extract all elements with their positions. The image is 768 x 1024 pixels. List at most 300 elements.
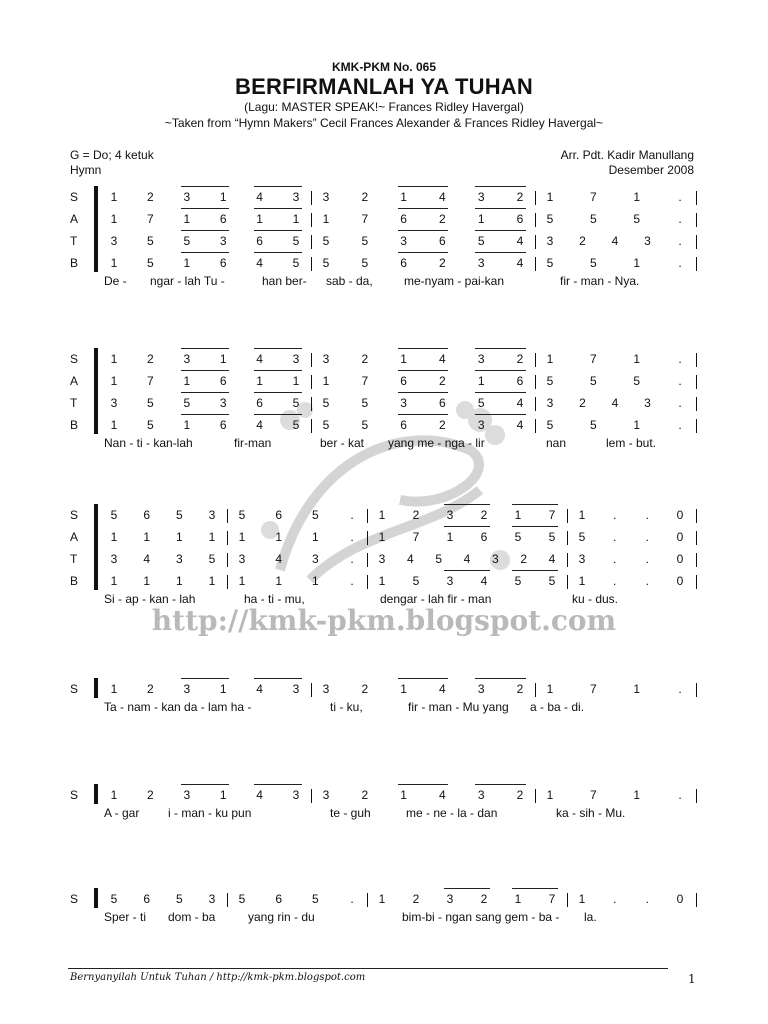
note: 1 [183,212,191,226]
lyric-syllables: fir-man [234,436,272,450]
beam-line [181,230,229,231]
note: . [612,574,617,588]
note: 4 [256,788,263,802]
beam-line [398,348,449,349]
note: 5 [546,374,554,388]
end-bar-line [696,235,697,249]
note: 4 [143,552,150,566]
note: 6 [400,418,407,432]
song-title: BERFIRMANLAH YA TUHAN [235,74,533,99]
note: 5 [292,418,300,432]
note: 1 [208,574,216,588]
note: 3 [477,788,485,802]
note: 3 [183,788,191,802]
bar-line [535,375,536,389]
note: 1 [633,256,640,270]
note: 4 [275,552,282,566]
beam-line [181,186,229,187]
note: 1 [183,256,191,270]
beam-line [181,370,229,371]
note: 4 [256,682,263,696]
note: 1 [238,530,246,544]
note: 2 [412,892,420,906]
voice-label: A [70,374,79,388]
note: 3 [175,552,183,566]
note: 1 [633,418,640,432]
note: . [678,374,682,388]
note: 5 [633,374,640,388]
note: . [645,574,649,588]
note: 3 [322,190,330,204]
bar-line [227,575,228,589]
note: 5 [183,396,191,410]
note: 6 [516,212,524,226]
note: 0 [676,574,684,588]
note: 3 [219,234,227,248]
bar-line [311,397,312,411]
note: . [645,892,649,906]
note: 3 [491,552,499,566]
note: 3 [322,352,330,366]
note: 5 [292,256,300,270]
note: 5 [546,418,554,432]
note: 1 [546,190,554,204]
note: 6 [219,256,227,270]
note: 3 [477,682,485,696]
source-credit: ~Taken from “Hymn Makers” Cecil Frances Alexander & Frances Ridley Havergal~ [164,116,604,130]
voice-row-s [0,508,768,530]
note: 5 [548,574,556,588]
beam-line [254,208,302,209]
lyric-syllables: lem - but. [606,436,657,450]
note: 5 [514,530,522,544]
note: 6 [400,212,407,226]
note: 7 [147,374,154,388]
note: 6 [256,396,263,410]
beam-line [398,186,449,187]
note: 5 [292,396,300,410]
note: 3 [322,788,330,802]
bar-line [311,235,312,249]
note: 4 [256,352,263,366]
end-bar-line [696,397,697,411]
end-bar-line [696,191,697,205]
voice-label: A [70,212,79,226]
bar-line [311,213,312,227]
bar-line [535,397,536,411]
note: 2 [147,682,154,696]
note: 4 [516,396,524,410]
note: 4 [439,682,446,696]
voice-label: S [70,788,79,802]
note: 5 [147,418,154,432]
note: 5 [514,574,522,588]
note: . [645,530,649,544]
note: 3 [292,352,300,366]
lyric-syllables: yang me - nga - lir [388,436,485,450]
note: 3 [477,352,485,366]
note: 1 [477,374,485,388]
lyric-syllables: dom - ba [168,910,216,924]
note: 1 [275,574,282,588]
note: 6 [439,396,446,410]
note: 7 [589,682,597,696]
beam-line [254,784,302,785]
key-signature: G = Do; 4 ketuk [70,148,154,162]
beam-line [475,230,526,231]
note: 1 [110,256,118,270]
beam-line [475,370,526,371]
lyric-syllables: ha - ti - mu, [244,592,305,606]
note: 4 [548,552,556,566]
note: 2 [480,508,488,522]
note: 5 [208,552,216,566]
beam-line [181,208,229,209]
note: 0 [676,892,684,906]
note: 3 [183,682,191,696]
lyric-syllables: dengar - lah fir - man [380,592,492,606]
note: 5 [361,396,369,410]
bar-line [535,789,536,803]
note: 2 [361,190,369,204]
note: 1 [183,418,191,432]
voice-label: S [70,352,79,366]
note: 2 [579,396,586,410]
footer-rule [68,968,668,969]
bar-line [311,683,312,697]
lyric-syllables: De - [104,274,127,288]
note: 1 [322,212,330,226]
note: 1 [175,574,183,588]
note: 6 [219,418,227,432]
note: 3 [546,396,554,410]
note: 1 [219,682,227,696]
note: . [678,682,682,696]
page-number: 1 [688,972,696,986]
note: 5 [546,256,554,270]
beam-line [398,252,449,253]
lyric-syllables: yang rin - du [248,910,315,924]
beam-line [444,570,490,571]
note: 4 [439,352,446,366]
note: 5 [546,212,554,226]
voice-row-a [0,530,768,552]
note: 4 [406,552,414,566]
note: . [350,508,354,522]
lyric-syllables: i - man - ku pun [168,806,252,820]
note: 1 [110,574,118,588]
note: 1 [378,574,386,588]
note: . [612,530,617,544]
note: 5 [110,508,118,522]
bar-line [311,789,312,803]
bar-line [567,553,568,567]
note: 1 [110,530,118,544]
note: 1 [400,682,407,696]
beam-line [181,414,229,415]
lyric-syllables: me-nyam - pai-kan [404,274,505,288]
voice-row-s [0,352,768,374]
voice-row-a [0,374,768,396]
note: 3 [446,892,454,906]
lyric-syllables: han ber- [262,274,307,288]
bar-line [567,575,568,589]
note: . [350,574,354,588]
note: 3 [292,682,300,696]
note: 6 [219,374,227,388]
beam-line [512,504,558,505]
note: 1 [275,530,282,544]
note: 3 [292,190,300,204]
beam-line [398,208,449,209]
note: 7 [361,212,369,226]
note: 6 [256,234,263,248]
note: 4 [480,574,488,588]
note: 2 [480,892,488,906]
lyric-syllables: ber - kat [320,436,365,450]
note: 1 [110,190,118,204]
beam-line [512,888,558,889]
note: 1 [292,212,300,226]
note: 4 [439,788,446,802]
end-bar-line [696,531,697,545]
note: 5 [292,234,300,248]
bar-line [311,353,312,367]
voice-label: B [70,418,79,432]
note: . [612,892,617,906]
beam-line [254,392,302,393]
end-bar-line [696,353,697,367]
note: 4 [611,234,619,248]
beam-line [444,504,490,505]
note: 5 [548,530,556,544]
bar-line [535,419,536,433]
end-bar-line [696,553,697,567]
note: 5 [147,234,154,248]
bar-line [311,191,312,205]
beam-line [181,392,229,393]
note: 4 [256,190,263,204]
voice-label: S [70,190,79,204]
beam-line [181,252,229,253]
beam-line [475,414,526,415]
note: 6 [143,508,150,522]
note: 1 [446,530,454,544]
note: 3 [110,552,118,566]
end-bar-line [696,893,697,907]
note: . [645,552,649,566]
note: 3 [446,508,454,522]
lyric-syllables: Sper - ti [104,910,147,924]
note: 6 [439,234,446,248]
note: 3 [208,508,216,522]
note: 4 [256,418,263,432]
note: 5 [361,234,369,248]
note: 5 [183,234,191,248]
note: 1 [546,788,554,802]
beam-line [398,230,449,231]
note: 1 [400,190,407,204]
voice-row-t [0,396,768,418]
note: 4 [516,256,524,270]
note: 4 [611,396,619,410]
note: . [350,530,354,544]
note: 4 [439,190,446,204]
note: 5 [147,256,154,270]
note: 0 [676,552,684,566]
note: 1 [219,788,227,802]
lyric-syllables: A - gar [104,806,140,820]
note: 0 [676,530,684,544]
note: 3 [378,552,386,566]
beam-line [254,252,302,253]
note: 5 [322,396,330,410]
beam-line [254,370,302,371]
lyric-syllables: a - ba - di. [530,700,585,714]
note: 7 [412,530,420,544]
beam-line [475,252,526,253]
note: 5 [589,212,597,226]
note: 5 [361,256,369,270]
note: 2 [147,788,154,802]
voice-row-t [0,234,768,256]
note: 1 [578,892,586,906]
bar-line [535,257,536,271]
lyric-syllables: nan [546,436,567,450]
end-bar-line [696,375,697,389]
note: 2 [361,788,369,802]
note: 1 [633,352,640,366]
beam-line [398,392,449,393]
note: 1 [546,352,554,366]
note: . [678,396,682,410]
note: 5 [311,508,319,522]
voice-label: B [70,256,79,270]
note: 3 [322,682,330,696]
bar-line [535,353,536,367]
note: 5 [589,256,597,270]
note: 1 [378,892,386,906]
note: . [678,234,682,248]
lyric-syllables: fir - man - Mu yang [408,700,509,714]
note: 5 [477,396,485,410]
note: 1 [292,374,300,388]
voice-label: T [70,396,78,410]
note: 3 [546,234,554,248]
voice-row-s [0,190,768,212]
note: 1 [110,682,118,696]
note: 5 [477,234,485,248]
note: 3 [238,552,246,566]
note: 5 [578,530,586,544]
note: 3 [110,396,118,410]
note: 5 [175,892,183,906]
beam-line [181,678,229,679]
note: 1 [183,374,191,388]
arrangement-date: Desember 2008 [608,163,694,177]
note: 1 [514,508,522,522]
beam-line [254,348,302,349]
bar-line [535,191,536,205]
note: 2 [439,418,446,432]
note: 3 [183,190,191,204]
note: 5 [435,552,442,566]
bar-line [227,509,228,523]
note: . [678,212,682,226]
beam-line [475,348,526,349]
note: 2 [516,190,524,204]
note: 1 [256,374,263,388]
note: . [350,552,354,566]
note: 6 [400,256,407,270]
note: 3 [110,234,118,248]
note: 6 [143,892,150,906]
note: 7 [548,508,556,522]
note: 3 [644,396,651,410]
note: 1 [546,682,554,696]
note: 3 [446,574,454,588]
bar-line [535,683,536,697]
note: 1 [514,892,522,906]
bar-line [367,893,368,907]
end-bar-line [696,575,697,589]
bar-line [227,531,228,545]
beam-line [254,414,302,415]
song-code: KMK-PKM No. 065 [331,60,436,74]
beam-line [254,186,302,187]
note: 5 [589,418,597,432]
note: 5 [175,508,183,522]
note: 3 [578,552,586,566]
note: 3 [183,352,191,366]
note: 1 [311,574,319,588]
note: 3 [477,190,485,204]
lyric-syllables: me - ne - la - dan [406,806,498,820]
beam-line [398,678,449,679]
voice-label: T [70,234,78,248]
footer-text: Bernyanyilah Untuk Tuhan / http://kmk-pkm.blogspot.com [70,972,366,983]
note: 2 [439,212,446,226]
note: 5 [412,574,420,588]
beam-line [475,678,526,679]
note: 1 [633,190,640,204]
note: 1 [378,530,386,544]
note: 3 [477,418,485,432]
bar-line [311,419,312,433]
note: 1 [110,212,118,226]
note: 1 [477,212,485,226]
note: 2 [361,682,369,696]
bar-line [311,257,312,271]
note: 5 [147,396,154,410]
note: . [612,508,617,522]
note: 2 [147,190,154,204]
note: 5 [238,508,246,522]
voice-label: T [70,552,78,566]
note: 5 [633,212,640,226]
note: 1 [578,574,586,588]
note: 1 [110,418,118,432]
end-bar-line [696,213,697,227]
note: 3 [644,234,651,248]
lyric-syllables: la. [584,910,597,924]
lyric-syllables: fir - man - Nya. [560,274,640,288]
note: 5 [589,374,597,388]
bar-line [227,553,228,567]
bar-line [367,553,368,567]
note: 4 [516,418,524,432]
note: 7 [589,352,597,366]
